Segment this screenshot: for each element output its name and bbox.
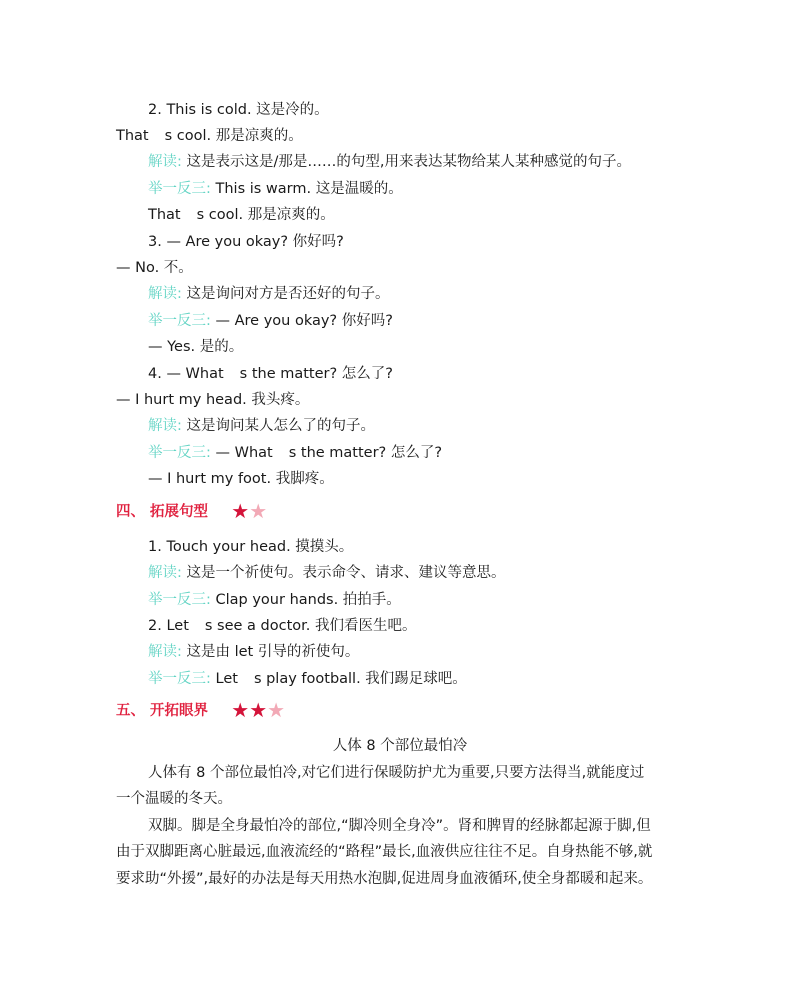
section-4-heading: 四、 拓展句型 ★★ [116, 499, 268, 523]
explanation-item-3: 解读: 这是询问对方是否还好的句子。 [148, 286, 390, 302]
explanation-label: 解读: [148, 644, 182, 660]
sentence-item-3: 3. — Are you okay? 你好吗? [148, 234, 344, 250]
paragraph-1-line-2: 一个温暖的冬天。 [116, 791, 232, 807]
explanation-item-4: 解读: 这是询问某人怎么了的句子。 [148, 418, 375, 434]
pattern-2: 2. Let s see a doctor. 我们看医生吧。 [148, 618, 417, 634]
sentence-item-2-b: That s cool. 那是凉爽的。 [116, 128, 303, 144]
example-item-4: 举一反三: — What s the matter? 怎么了? [148, 445, 443, 461]
sentence-item-4-b: — I hurt my head. 我头疼。 [116, 392, 310, 408]
example-item-4-b: — I hurt my foot. 我脚疼。 [148, 471, 334, 487]
explanation-pattern-2: 解读: 这是由 let 引导的祈使句。 [148, 644, 360, 660]
paragraph-1-line-1: 人体有 8 个部位最怕冷,对它们进行保暖防护尤为重要,只要方法得当,就能度过 [148, 765, 645, 781]
explanation-label: 解读: [148, 286, 182, 302]
sentence-item-3-b: — No. 不。 [116, 260, 193, 276]
example-pattern-1: 举一反三: Clap your hands. 拍拍手。 [148, 592, 401, 608]
example-pattern-2: 举一反三: Let s play football. 我们踢足球吧。 [148, 671, 467, 687]
star-full-icon: ★ [231, 499, 250, 523]
section-5-heading: 五、 开拓眼界 ★★★ [116, 698, 286, 722]
paragraph-2-line-2: 由于双脚距离心脏最远,血液流经的“路程”最长,血液供应往往不足。自身热能不够,就 [116, 844, 653, 860]
example-label: 举一反三: [148, 445, 211, 461]
sentence-item-4: 4. — What s the matter? 怎么了? [148, 366, 393, 382]
article-title: 人体 8 个部位最怕冷 [332, 738, 468, 754]
star-full-icon: ★ [231, 698, 250, 722]
example-label: 举一反三: [148, 313, 211, 329]
star-half-icon: ★ [249, 499, 268, 523]
explanation-label: 解读: [148, 418, 182, 434]
explanation-label: 解读: [148, 565, 182, 581]
paragraph-2-line-1: 双脚。脚是全身最怕冷的部位,“脚冷则全身冷”。肾和脾胃的经脉都起源于脚,但 [148, 818, 651, 834]
example-item-3: 举一反三: — Are you okay? 你好吗? [148, 313, 393, 329]
pattern-1: 1. Touch your head. 摸摸头。 [148, 539, 354, 555]
explanation-pattern-1: 解读: 这是一个祈使句。表示命令、请求、建议等意思。 [148, 565, 506, 581]
example-item-2-b: That s cool. 那是凉爽的。 [148, 207, 335, 223]
example-label: 举一反三: [148, 592, 211, 608]
example-label: 举一反三: [148, 671, 211, 687]
example-label: 举一反三: [148, 181, 211, 197]
paragraph-2-line-3: 要求助“外援”,最好的办法是每天用热水泡脚,促进周身血液循环,使全身都暖和起来。 [116, 871, 653, 887]
sentence-item-2: 2. This is cold. 这是冷的。 [148, 102, 329, 118]
explanation-label: 解读: [148, 154, 182, 170]
example-item-3-b: — Yes. 是的。 [148, 339, 244, 355]
star-half-icon: ★ [267, 698, 286, 722]
star-full-icon: ★ [249, 698, 268, 722]
example-item-2: 举一反三: This is warm. 这是温暖的。 [148, 181, 403, 197]
explanation-item-2: 解读: 这是表示这是/那是……的句型,用来表达某物给某人某种感觉的句子。 [148, 154, 631, 170]
